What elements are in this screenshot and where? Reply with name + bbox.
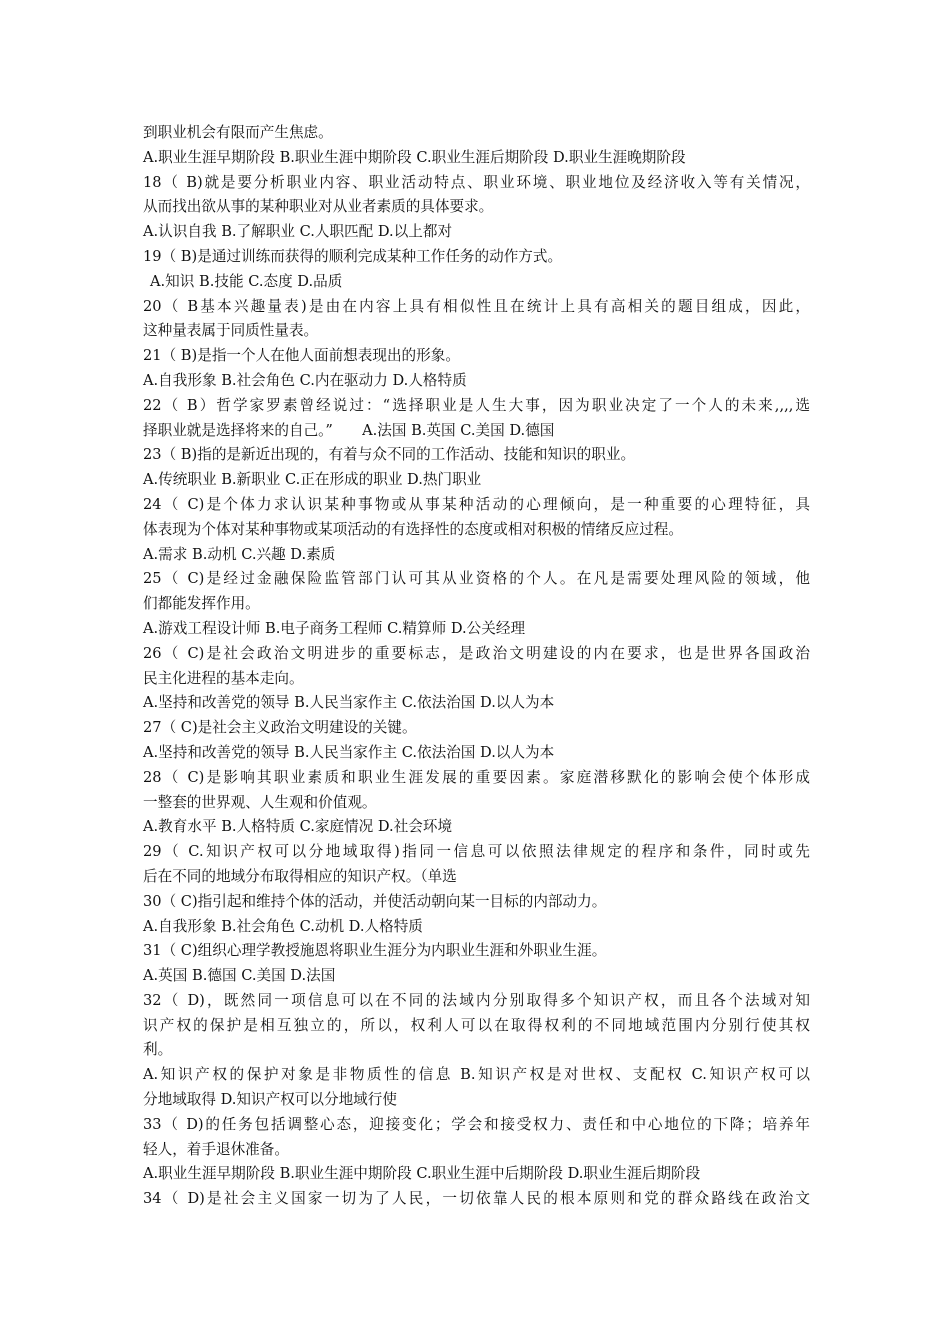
text-line: 34（ D)是社会主义国家一切为了人民，一切依靠人民的根本原则和党的群众路线在政治文 xyxy=(143,1190,810,1208)
text-line: A.需求 B.动机 C.兴趣 D.素质 xyxy=(143,545,336,563)
text-line: 27（ C)是社会主义政治文明建设的关键。 xyxy=(143,719,417,737)
document-page xyxy=(143,121,810,1212)
text-line: 到职业机会有限而产生焦虑。 xyxy=(143,124,333,141)
text-line: 23（ B)指的是新近出现的，有着与众不同的工作活动、技能和知识的职业。 xyxy=(143,446,636,464)
text-line: A.自我形象 B.社会角色 C.动机 D.人格特质 xyxy=(143,917,423,935)
text-line: 33（ D)的任务包括调整心态，迎接变化；学会和接受权力、责任和中心地位的下降；培养年 xyxy=(143,1115,810,1133)
text-line: A.坚持和改善党的领导 B.人民当家作主 C.依法治国 D.以人为本 xyxy=(143,743,555,761)
text-line: A.认识自我 B.了解职业 C.人职匹配 D.以上都对 xyxy=(143,223,453,241)
text-line: A.英国 B.德国 C.美国 D.法国 xyxy=(143,967,336,985)
text-line: A.游戏工程设计师 B.电子商务工程师 C.精算师 D.公关经理 xyxy=(143,619,526,637)
text-line: 后在不同的地域分布取得相应的知识产权。（单选 xyxy=(143,867,457,885)
text-line: A.传统职业 B.新职业 C.正在形成的职业 D.热门职业 xyxy=(143,471,482,489)
text-line: 一整套的世界观、人生观和价值观。 xyxy=(143,793,377,811)
text-line: A.教育水平 B.人格特质 C.家庭情况 D.社会环境 xyxy=(143,818,453,836)
text-line: 26（ C)是社会政治文明进步的重要标志，是政治文明建设的内在要求，也是世界各国政治 xyxy=(143,644,810,662)
text-line: 这种量表属于同质性量表。 xyxy=(143,322,319,340)
text-line: 25（ C)是经过金融保险监管部门认可其从业资格的个人。在凡是需要处理风险的领域，他 xyxy=(143,570,810,588)
text-line: 分地域取得 D.知识产权可以分地域行使 xyxy=(143,1091,397,1109)
text-line: 20（ B基本兴趣量表)是由在内容上具有相似性且在统计上具有高相关的题目组成，因此， xyxy=(143,297,810,315)
text-line: A.职业生涯早期阶段 B.职业生涯中期阶段 C.职业生涯后期阶段 D.职业生涯晚期阶段 xyxy=(143,148,686,166)
text-line: 择职业就是选择将来的自己。” A.法国 B.英国 C.美国 D.德国 xyxy=(143,421,555,439)
text-line: 识产权的保护是相互独立的，所以，权利人可以在取得权利的不同地域范围内分别行使其权 xyxy=(143,1016,810,1034)
text-line: 31（ C)组织心理学教授施恩将职业生涯分为内职业生涯和外职业生涯。 xyxy=(143,942,607,960)
text-line: A.职业生涯早期阶段 B.职业生涯中期阶段 C.职业生涯中后期阶段 D.职业生涯后期阶段 xyxy=(143,1165,701,1183)
text-line: A.坚持和改善党的领导 B.人民当家作主 C.依法治国 D.以人为本 xyxy=(143,694,555,712)
text-line: 19（ B)是通过训练而获得的顺利完成某种工作任务的动作方式。 xyxy=(143,247,563,265)
text-line: A.知识 B.技能 C.态度 D.品质 xyxy=(150,272,343,290)
text-line: 28（ C)是影响其职业素质和职业生涯发展的重要因素。家庭潜移默化的影响会使个体形成 xyxy=(143,768,810,786)
text-line: 从而找出欲从事的某种职业对从业者素质的具体要求。 xyxy=(143,198,494,216)
text-line: 24（ C)是个体力求认识某种事物或从事某种活动的心理倾向，是一种重要的心理特征，具 xyxy=(143,495,810,513)
text-line: 18（ B)就是要分析职业内容、职业活动特点、职业环境、职业地位及经济收入等有关情况， xyxy=(143,173,810,191)
text-line: 29（ C.知识产权可以分地域取得)指同一信息可以依照法律规定的程序和条件，同时或先 xyxy=(143,843,810,861)
text-line: 体表现为个体对某种事物或某项活动的有选择性的态度或相对积极的情绪反应过程。 xyxy=(143,520,683,538)
text-line: A.知识产权的保护对象是非物质性的信息 B.知识产权是对世权、支配权 C.知识产权可以 xyxy=(143,1066,810,1084)
text-line: 21（ B)是指一个人在他人面前想表现出的形象。 xyxy=(143,347,460,365)
text-line: 轻人，着手退休准备。 xyxy=(143,1140,289,1158)
text-line: 们都能发挥作用。 xyxy=(143,595,260,613)
text-line: 民主化进程的基本走向。 xyxy=(143,669,304,687)
text-line: 22（ B）哲学家罗素曾经说过：“选择职业是人生大事，因为职业决定了一个人的未来,,,,选 xyxy=(143,396,810,414)
text-line: 30（ C)指引起和维持个体的活动，并使活动朝向某一目标的内部动力。 xyxy=(143,892,607,910)
text-line: 利。 xyxy=(143,1041,173,1059)
text-line: A.自我形象 B.社会角色 C.内在驱动力 D.人格特质 xyxy=(143,371,467,389)
text-line: 32（ D)，既然同一项信息可以在不同的法域内分别取得多个知识产权，而且各个法域对知 xyxy=(143,991,810,1009)
